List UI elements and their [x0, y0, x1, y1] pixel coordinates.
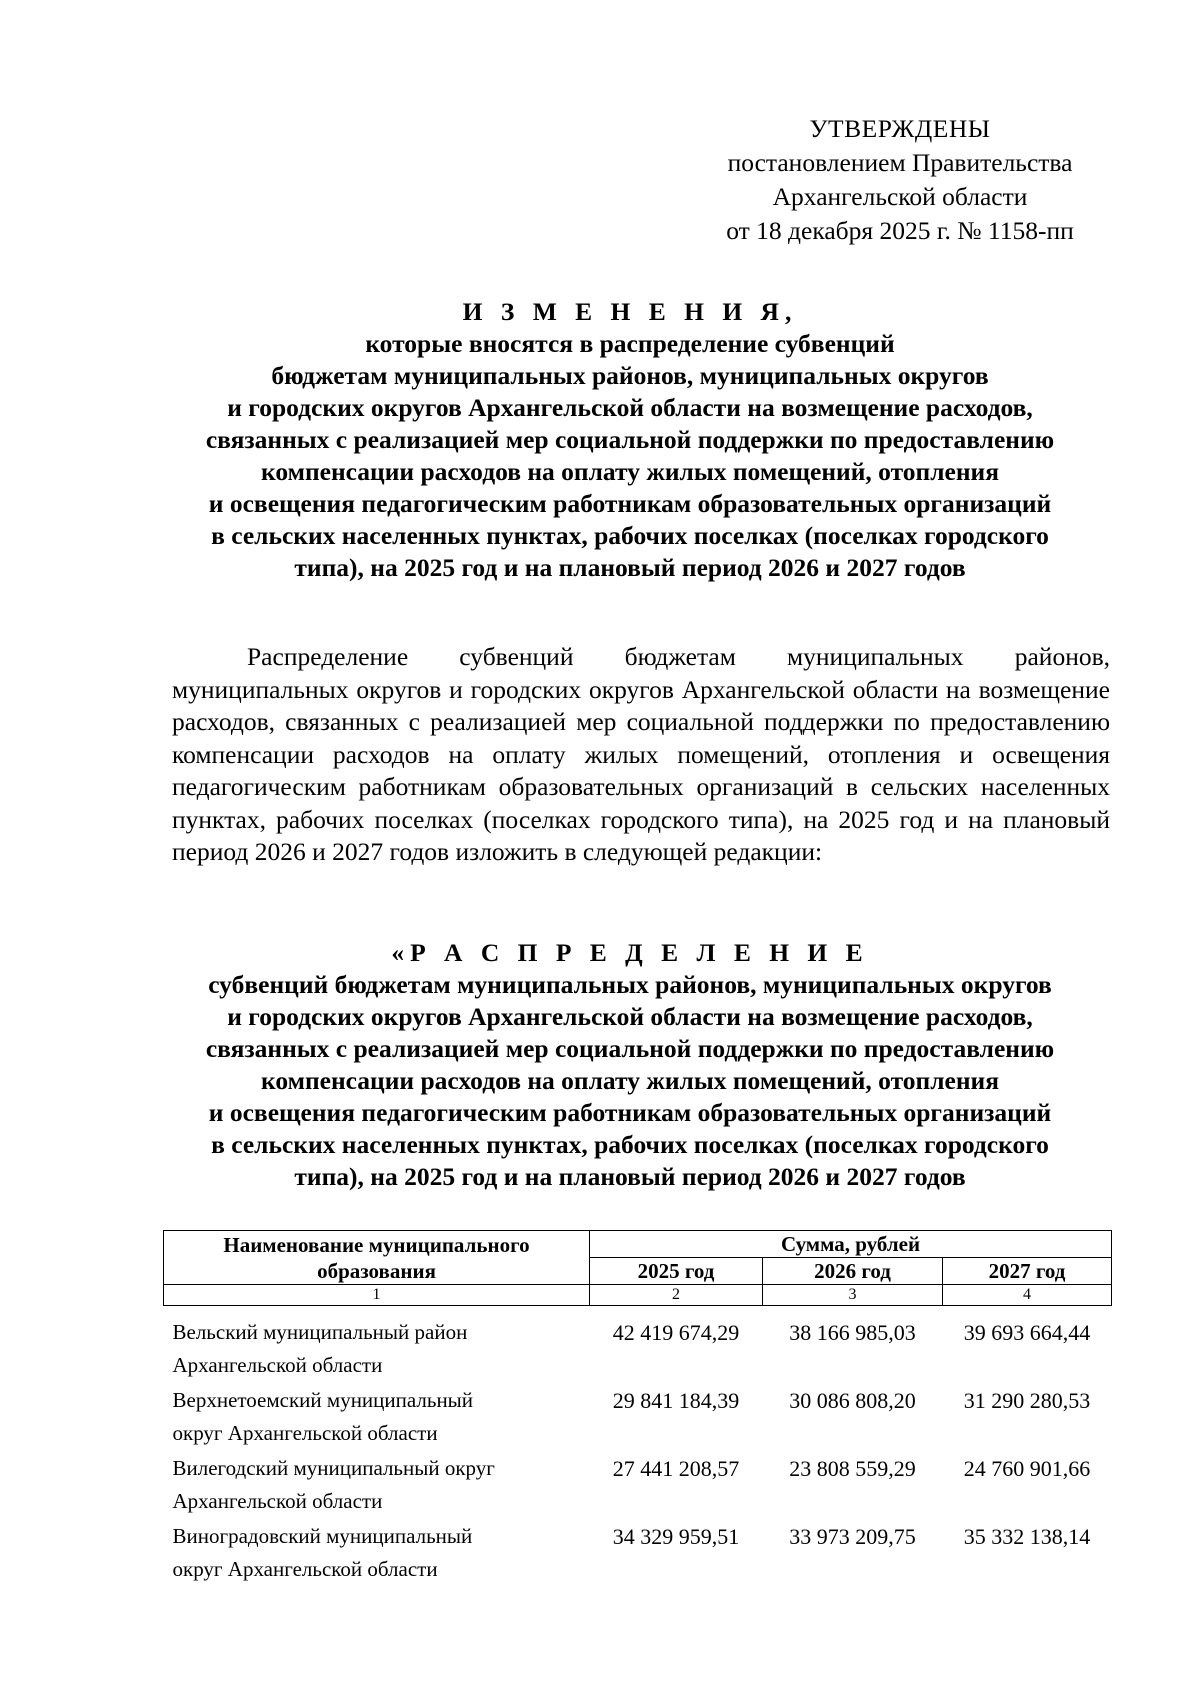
col-number-3: 3 — [763, 1285, 943, 1306]
year-header-2027: 2027 год — [943, 1258, 1112, 1285]
year-header-2025: 2025 год — [590, 1258, 763, 1285]
row-name-line: округ Архангельской области — [172, 1421, 438, 1445]
table-row — [164, 1452, 1112, 1520]
year-header-2026: 2026 год — [763, 1258, 943, 1285]
row-name-line: Архангельской области — [172, 1489, 383, 1513]
cell-2025: 29 841 184,39 — [612, 1388, 740, 1413]
changes-heading-line: бюджетам муниципальных районов, муниципальных округов — [271, 361, 989, 390]
table-row — [164, 1520, 1112, 1588]
distribution-heading — [150, 937, 1110, 1193]
approval-line-1: постановлением Правительства — [727, 148, 1073, 177]
changes-heading-line: которые вносятся в распределение субвенций — [365, 329, 895, 358]
cell-2025: 34 329 959,51 — [612, 1524, 740, 1549]
cell-2027: 35 332 138,14 — [963, 1524, 1091, 1549]
row-name — [164, 1452, 590, 1520]
cell-2025: 42 419 674,29 — [612, 1320, 740, 1345]
distribution-heading-line: типа), на 2025 год и на плановый период 2026 и 2027 годов — [294, 1162, 966, 1191]
changes-heading-line: типа), на 2025 год и на плановый период 2026 и 2027 годов — [294, 553, 966, 582]
row-name-line: Вилегодский муниципальный округ — [172, 1456, 495, 1480]
distribution-heading-line: и освещения педагогическим работникам образовательных организаций — [208, 1098, 1052, 1127]
cell-2027: 31 290 280,53 — [963, 1388, 1091, 1413]
row-name-line: Вельский муниципальный район — [172, 1320, 468, 1344]
col-number-2: 2 — [590, 1285, 763, 1306]
distribution-heading-line: связанных с реализацией мер социальной поддержки по предоставлению — [205, 1034, 1055, 1063]
changes-heading-line: связанных с реализацией мер социальной поддержки по предоставлению — [205, 425, 1055, 454]
changes-title: И З М Е Н Е Н И Я, — [462, 297, 798, 326]
table-row — [164, 1384, 1112, 1452]
approval-line-2: Архангельской области — [772, 182, 1028, 211]
sum-header: Сумма, рублей — [590, 1231, 1112, 1258]
distribution-title: «Р А С П Р Е Д Е Л Е Н И Е — [391, 938, 869, 967]
body-paragraph — [172, 641, 1110, 869]
cell-2026: 30 086 808,20 — [789, 1388, 916, 1413]
col-name-header: Наименование муниципального образования — [164, 1231, 590, 1285]
changes-heading-line: и городских округов Архангельской области на возмещение расходов, — [227, 393, 1033, 422]
row-name — [164, 1316, 590, 1384]
distribution-heading-line: и городских округов Архангельской области на возмещение расходов, — [227, 1002, 1033, 1031]
row-name-line: округ Архангельской области — [172, 1557, 438, 1581]
distribution-heading-line: в сельских населенных пунктах, рабочих поселках (поселках городского — [211, 1130, 1049, 1159]
cell-2026: 38 166 985,03 — [789, 1320, 916, 1345]
distribution-table — [163, 1230, 1112, 1588]
table-row — [164, 1316, 1112, 1384]
changes-heading-line: компенсации расходов на оплату жилых помещений, отопления — [260, 457, 1000, 486]
cell-2026: 23 808 559,29 — [789, 1456, 916, 1481]
row-name-line: Верхнетоемский муниципальный — [172, 1388, 474, 1412]
row-name — [164, 1520, 590, 1588]
row-name-line: Архангельской области — [172, 1353, 383, 1377]
distribution-heading-line: субвенций бюджетам муниципальных районов, муниципальных округов — [208, 970, 1052, 999]
changes-heading — [150, 296, 1110, 584]
row-name — [164, 1384, 590, 1452]
changes-heading-line: и освещения педагогическим работникам образовательных организаций — [208, 489, 1052, 518]
cell-2027: 24 760 901,66 — [963, 1456, 1091, 1481]
row-name-line: Виноградовский муниципальный — [172, 1524, 473, 1548]
cell-2025: 27 441 208,57 — [612, 1456, 740, 1481]
table-header — [164, 1231, 1112, 1306]
body-paragraph-text: Распределение субвенций бюджетам муниципальных районов, муниципальных округов и городских округов Архангельской области на возмещение расходов, связанных с реализацией мер социальной поддержки по предоставлению компенсации расходов на оплату жилых помещений, отопления и освещения педагогическим работникам образовательных организаций в сельских населенных пунктах, рабочих поселках (поселках городского типа), на 2025 год и на плановый период 2026 и 2027 годов изложить в следующей редакции: — [172, 642, 1110, 866]
cell-2027: 39 693 664,44 — [963, 1320, 1091, 1345]
changes-heading-line: в сельских населенных пунктах, рабочих поселках (поселках городского — [211, 521, 1049, 550]
approval-title: УТВЕРЖДЕНЫ — [809, 114, 991, 143]
col-number-4: 4 — [943, 1285, 1112, 1306]
cell-2026: 33 973 209,75 — [789, 1524, 916, 1549]
approval-block — [690, 112, 1110, 248]
col-number-1: 1 — [164, 1285, 590, 1306]
distribution-heading-line: компенсации расходов на оплату жилых помещений, отопления — [260, 1066, 1000, 1095]
approval-line-3: от 18 декабря 2025 г. № 1158-пп — [726, 216, 1074, 245]
